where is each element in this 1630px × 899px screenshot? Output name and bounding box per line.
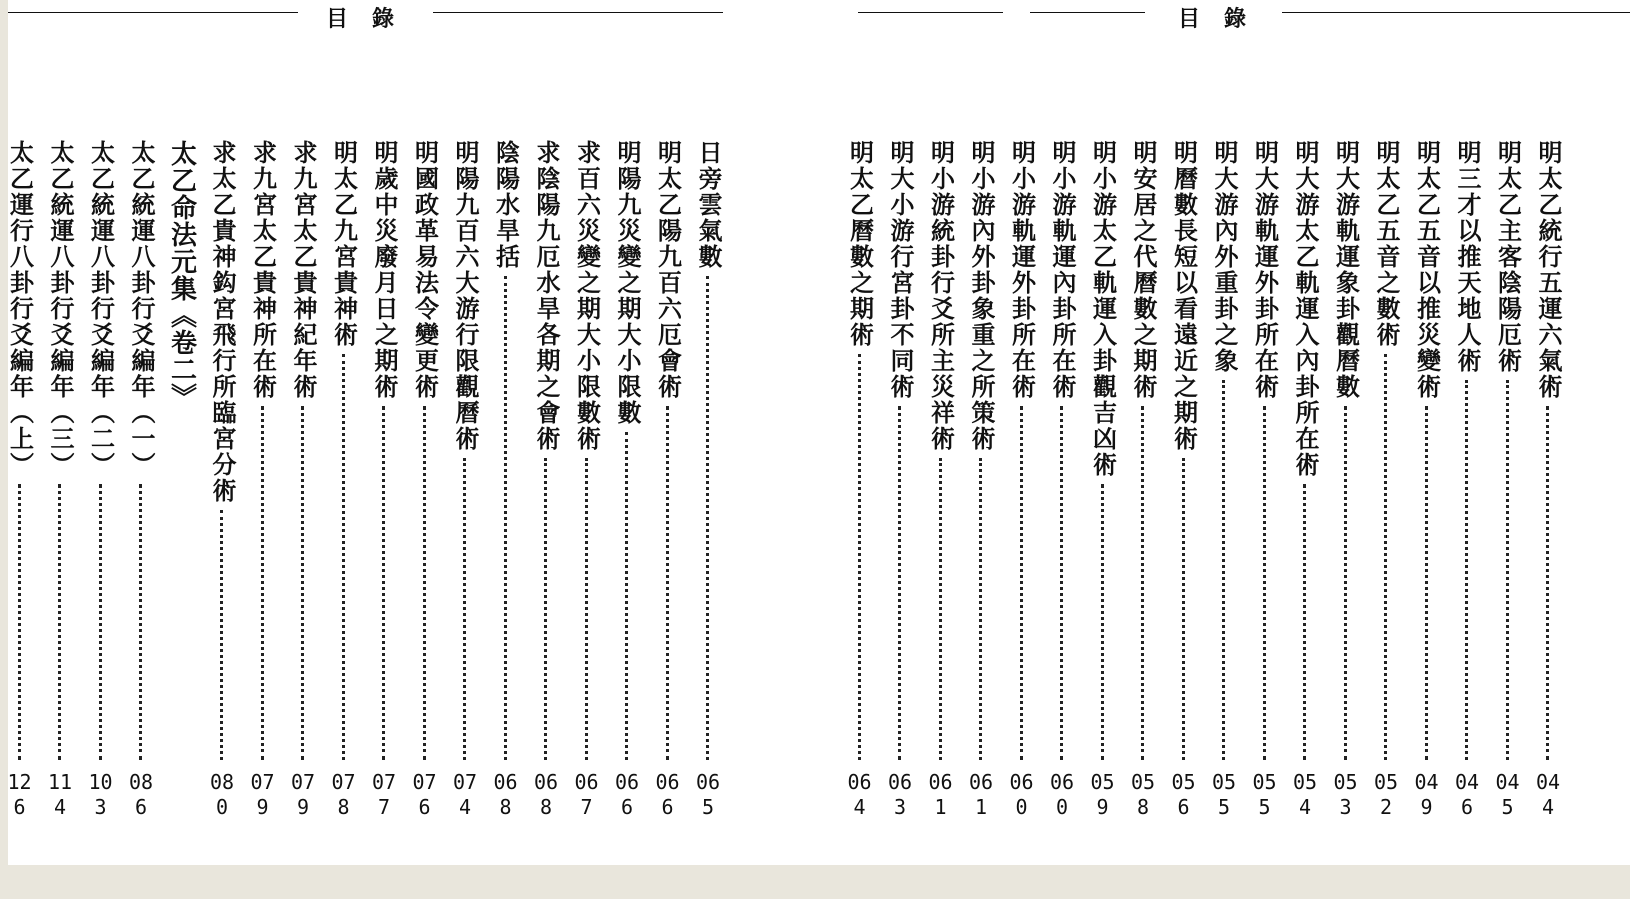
leader-dots [58, 484, 61, 760]
toc-entry-title: 明陽九百六大游行限觀曆術 [451, 140, 480, 452]
toc-entry-page-number: 055 [1252, 770, 1277, 819]
toc-entry [369, 0, 399, 865]
leader-dots [423, 406, 426, 760]
toc-entry [1290, 0, 1320, 865]
toc-entry-title: 明小游軌運外卦所在術 [1007, 140, 1037, 400]
toc-entry-page-number: 114 [47, 770, 73, 819]
toc-entry-title: 太乙運行八卦行爻編年（上） [5, 140, 35, 478]
toc-entry [1452, 0, 1482, 865]
toc-entry-page-number: 046 [1454, 770, 1480, 819]
toc-entry-title: 明太乙五音之數術 [1372, 140, 1401, 348]
leader-dots [979, 458, 982, 760]
toc-entry-title: 明歲中災廢月日之期術 [370, 140, 399, 400]
toc-entry [1128, 0, 1158, 865]
toc-entry [653, 0, 683, 865]
toc-entry-page-number: 063 [887, 770, 913, 819]
toc-entry-page-number: 061 [928, 770, 953, 819]
toc-entry-title: 明小游統卦行爻所主災祥術 [926, 140, 956, 452]
leader-dots [1303, 484, 1306, 760]
leader-dots [1384, 354, 1387, 760]
toc-entry [1371, 0, 1401, 865]
toc-entry-title: 明三才以推天地人術 [1453, 140, 1482, 374]
toc-entry-page-number: 058 [1130, 770, 1156, 819]
toc-entry-page-number: 055 [1211, 770, 1237, 819]
toc-entry [1250, 0, 1280, 865]
toc-entry-title: 太乙統運八卦行爻編年（二） [86, 140, 116, 478]
toc-entry-title: 明大小游行宮卦不同術 [886, 140, 915, 400]
leader-dots [858, 354, 861, 760]
toc-entry [1331, 0, 1361, 865]
toc-entry-title: 明安居之代曆數之期術 [1129, 140, 1158, 400]
toc-entry-title: 明大游太乙軌運入內卦所在術 [1291, 140, 1320, 478]
toc-entry-page-number: 067 [574, 770, 599, 819]
toc-entry-page-number: 079 [290, 770, 316, 819]
toc-entry [45, 0, 75, 865]
toc-entry-title: 明大游軌運象卦觀曆數 [1331, 140, 1361, 400]
left-page [5, 0, 850, 865]
toc-entry-page-number: 052 [1373, 770, 1399, 819]
toc-entry [5, 0, 35, 865]
toc-entry-title: 明小游太乙軌運入卦觀吉凶術 [1088, 140, 1118, 478]
toc-entry [1007, 0, 1037, 865]
leader-dots [1101, 484, 1104, 760]
toc-entry [966, 0, 996, 865]
toc-entry-page-number: 061 [968, 770, 994, 819]
toc-entry-page-number: 044 [1535, 770, 1561, 819]
toc-entry-page-number: 079 [250, 770, 275, 819]
leader-dots [1465, 380, 1468, 760]
toc-entry-page-number: 056 [1171, 770, 1196, 819]
leader-dots [625, 432, 628, 760]
leader-dots [220, 510, 223, 760]
right-page-header-title: 目錄 [1178, 6, 1271, 32]
toc-entry-page-number: 086 [128, 770, 154, 819]
leader-dots [504, 276, 507, 760]
leader-dots [301, 406, 304, 760]
leader-dots [99, 484, 102, 760]
toc-entry [1209, 0, 1239, 865]
leader-dots [898, 406, 901, 760]
toc-entry-page-number: 076 [412, 770, 437, 819]
leader-dots [1425, 406, 1428, 760]
toc-entry-page-number: 078 [331, 770, 356, 819]
toc-entry-title: 陰陽水旱括 [491, 140, 521, 270]
toc-entry-page-number: 060 [1009, 770, 1034, 819]
toc-entry [207, 0, 237, 865]
leader-dots [463, 458, 466, 760]
toc-entry [693, 0, 723, 865]
leader-dots [939, 458, 942, 760]
leader-dots [1546, 406, 1549, 760]
toc-entry-page-number: 045 [1495, 770, 1520, 819]
toc-entry [248, 0, 278, 865]
toc-entry [450, 0, 480, 865]
toc-entry [885, 0, 915, 865]
toc-entry-page-number: 054 [1292, 770, 1318, 819]
toc-entry [329, 0, 359, 865]
right-page [845, 0, 1630, 865]
toc-entry-title: 明大游軌運外卦所在術 [1250, 140, 1280, 400]
toc-entry-page-number: 077 [371, 770, 397, 819]
toc-entry-title: 明小游軌運內卦所在術 [1048, 140, 1077, 400]
toc-entry [612, 0, 642, 865]
toc-entry-page-number: 080 [209, 770, 235, 819]
toc-entry-page-number: 066 [655, 770, 680, 819]
leader-dots [1182, 458, 1185, 760]
toc-entry-title: 太乙命法元集《卷二》 [166, 140, 197, 410]
toc-entry [410, 0, 440, 865]
toc-entry-title: 求陰陽九厄水旱各期之會術 [532, 140, 561, 452]
toc-entry-title: 明太乙統行五運六氣術 [1534, 140, 1563, 400]
toc-entry-title: 求九宮太乙貴神所在術 [248, 140, 278, 400]
toc-entry-page-number: 068 [533, 770, 559, 819]
toc-entry-page-number: 065 [695, 770, 721, 819]
leader-dots [1506, 380, 1509, 760]
leader-dots [1263, 406, 1266, 760]
toc-entry-title: 求百六災變之期大小限數術 [572, 140, 602, 452]
toc-entry-title: 太乙統運八卦行爻編年（一） [127, 140, 156, 478]
toc-entry-page-number: 068 [493, 770, 518, 819]
toc-entry-title: 明太乙五音以推災變術 [1412, 140, 1442, 400]
toc-entry-page-number: 066 [614, 770, 640, 819]
leader-dots [261, 406, 264, 760]
leader-dots [1222, 380, 1225, 760]
toc-entry [86, 0, 116, 865]
toc-entry-title: 日旁雲氣數 [694, 140, 723, 270]
toc-entry [491, 0, 521, 865]
leader-dots [666, 406, 669, 760]
toc-entry [572, 0, 602, 865]
leader-dots [18, 484, 21, 760]
toc-entry-title: 明大游內外重卦之象 [1210, 140, 1239, 374]
toc-entry-page-number: 064 [847, 770, 872, 819]
leader-dots [544, 458, 547, 760]
toc-entry-title: 明太乙陽九百六厄會術 [653, 140, 683, 400]
leader-dots [1141, 406, 1144, 760]
volume-heading [167, 0, 197, 865]
toc-entry-title: 明小游內外卦象重之所策術 [967, 140, 996, 452]
toc-entry-title: 明太乙曆數之期術 [845, 140, 875, 348]
leader-dots [585, 458, 588, 760]
toc-entry [288, 0, 318, 865]
toc-entry-page-number: 074 [452, 770, 478, 819]
toc-entry [1047, 0, 1077, 865]
toc-entry [531, 0, 561, 865]
leader-dots [382, 406, 385, 760]
toc-entry [1088, 0, 1118, 865]
leader-dots [139, 484, 142, 760]
toc-entry-page-number: 059 [1090, 770, 1115, 819]
toc-entry-title: 求太乙貴神鈎宮飛行所臨宮分術 [208, 140, 237, 504]
toc-entry [1533, 0, 1563, 865]
toc-entry-title: 明太乙九宮貴神術 [329, 140, 359, 348]
toc-entry [1412, 0, 1442, 865]
toc-entry-page-number: 049 [1414, 770, 1439, 819]
toc-entry [126, 0, 156, 865]
toc-entry-page-number: 060 [1049, 770, 1075, 819]
toc-entry-page-number: 053 [1333, 770, 1358, 819]
leader-dots [1060, 406, 1063, 760]
toc-entry-page-number: 126 [7, 770, 32, 819]
leader-dots [1020, 406, 1023, 760]
toc-entry-title: 明曆數長短以看遠近之期術 [1169, 140, 1199, 452]
leader-dots [706, 276, 709, 760]
toc-entry [845, 0, 875, 865]
toc-entry-title: 明國政革易法令變更術 [410, 140, 440, 400]
toc-entry [1169, 0, 1199, 865]
toc-entry [926, 0, 956, 865]
toc-entry-title: 太乙統運八卦行爻編年（三） [46, 140, 75, 478]
leader-dots [342, 354, 345, 760]
toc-entry-title: 明陽九災變之期大小限數 [613, 140, 642, 426]
toc-entry-title: 明太乙主客陰陽厄術 [1493, 140, 1523, 374]
toc-entry [1493, 0, 1523, 865]
leader-dots [1344, 406, 1347, 760]
left-page-header-title: 目錄 [326, 6, 419, 32]
toc-entry-title: 求九宮太乙貴神紀年術 [289, 140, 318, 400]
toc-entry-page-number: 103 [88, 770, 113, 819]
